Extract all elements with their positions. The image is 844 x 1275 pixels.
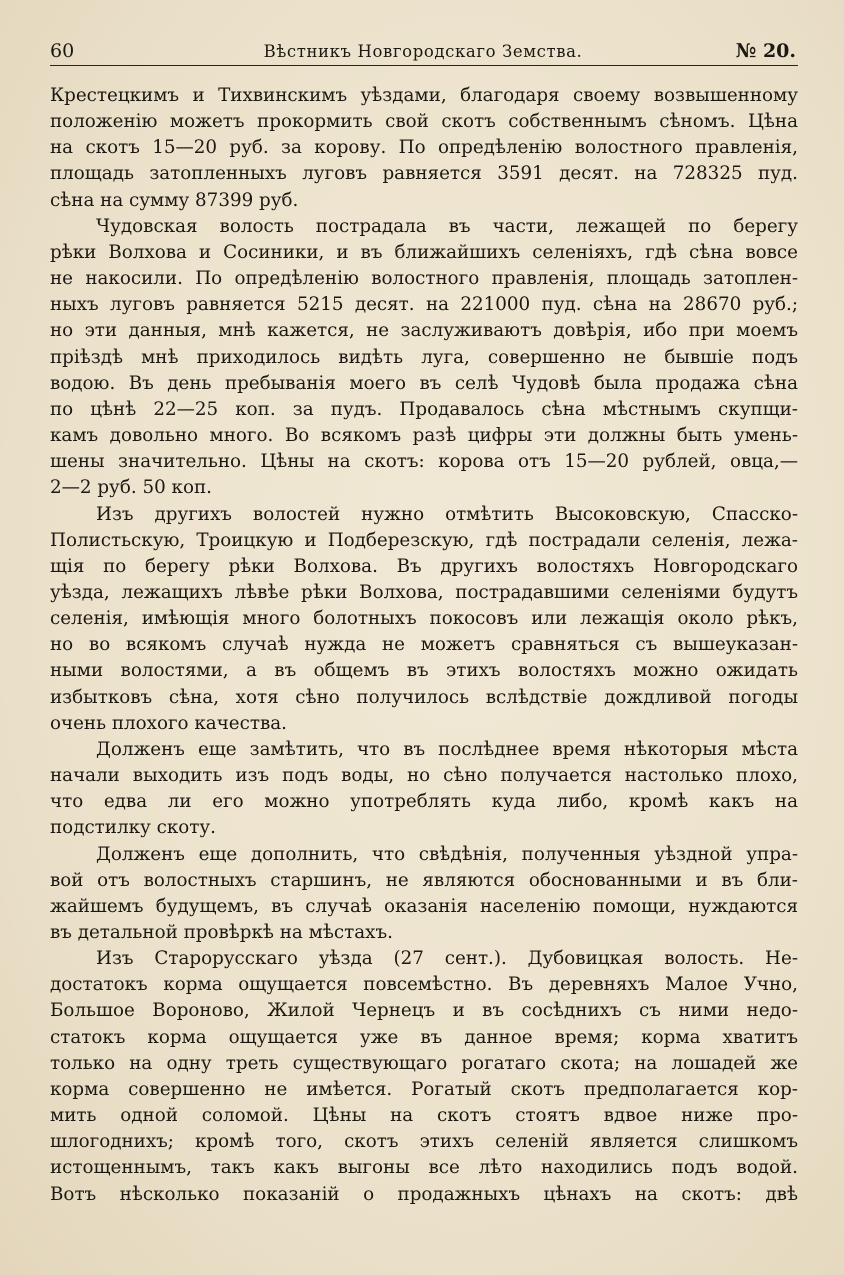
text-line: корма совершенно не имѣется. Рогатый скотъ предполагается кор- <box>50 1078 798 1100</box>
text-line: Долженъ еще замѣтить, что въ послѣднее время нѣкоторыя мѣста <box>96 738 798 760</box>
text-line: очень плохого качества. <box>50 712 287 734</box>
text-line: въ детальной провѣркѣ на мѣстахъ. <box>50 922 393 943</box>
text-line: положенію можетъ прокормить свой скотъ собственнымъ сѣномъ. Цѣна <box>50 111 798 133</box>
text-line: Долженъ еще дополнить, что свѣдѣнія, полученныя уѣздной упра- <box>96 843 798 865</box>
text-line: по цѣнѣ 22—25 коп. за пудъ. Продавалось сѣна мѣстнымъ скупщи- <box>50 398 798 420</box>
text-line: уѣзда, лежащихъ лѣвѣе рѣки Волхова, пострадавшими селеніями будутъ <box>50 581 798 603</box>
text-line: Изъ Старорусскаго уѣзда (27 сент.). Дубовицкая волость. Не- <box>96 948 798 970</box>
text-line: рѣки Волхова и Сосиники, и въ ближайшихъ селеніяхъ, гдѣ сѣна вовсе <box>50 241 798 263</box>
text-line: мить одной соломой. Цѣны на скотъ стоятъ вдвое ниже про- <box>50 1105 798 1127</box>
text-line: Большое Вороново, Жилой Чернецъ и въ сосѣднихъ съ ними недо- <box>50 1000 798 1022</box>
text-line: жайшемъ будущемъ, въ случаѣ оказанія населенію помощи, нуждаются <box>50 895 798 917</box>
text-line: Чудовская волость пострадала въ части, лежащей по берегу <box>96 215 798 237</box>
text-line: пріѣздѣ мнѣ приходилось видѣть луга, совершенно не бывшіе подъ <box>50 346 798 368</box>
page-number: 60 <box>50 40 75 62</box>
text-line: только на одну треть существующаго рогатаго скота; на лошадей же <box>50 1052 798 1074</box>
text-line: площадь затопленныхъ луговъ равняется 3591 десят. на 728325 пуд. <box>50 163 798 185</box>
text-line: статокъ корма ощущается уже въ данное время; корма хватитъ <box>50 1026 798 1048</box>
text-line: щія по берегу рѣки Волхова. Въ другихъ волостяхъ Новгородскаго <box>50 555 798 577</box>
text-line: камъ довольно много. Во всякомъ разѣ цифры эти должны быть умень- <box>50 425 798 447</box>
text-line: сѣна на сумму 87399 руб. <box>50 189 299 211</box>
article-body <box>50 83 798 1208</box>
text-line: на скотъ 15—20 руб. за корову. По опредѣленію волостного правленія, <box>50 137 798 159</box>
header-rule <box>50 65 798 66</box>
text-line: но во всякомъ случаѣ нужда не можетъ сравняться съ вышеуказан- <box>50 634 798 656</box>
text-line: истощеннымъ, такъ какъ выгоны все лѣто находились подъ водой. <box>50 1157 798 1179</box>
text-line: Крестецкимъ и Тихвинскимъ уѣздами, благодаря своему возвышенному <box>50 85 798 106</box>
text-line: селенія, имѣющія много болотныхъ покосовъ или лежащія около рѣкъ, <box>50 608 798 630</box>
text-line: что едва ли его можно употреблять куда либо, кромѣ какъ на <box>50 791 798 813</box>
text-line: начали выходить изъ подъ воды, но сѣно получается настолько плохо, <box>50 765 798 787</box>
text-line: шены значительно. Цѣны на скотъ: корова отъ 15—20 рублей, овца,— <box>50 451 798 473</box>
text-line: вой отъ волостныхъ старшинъ, не являются обоснованными и въ бли- <box>50 869 798 891</box>
text-line: ными волостями, а въ общемъ въ этихъ волостяхъ можно ожидать <box>50 660 798 682</box>
issue-number: № 20. <box>735 40 796 62</box>
text-line: водою. Въ день пребыванія моего въ селѣ Чудовѣ была продажа сѣна <box>50 372 798 394</box>
text-line: ныхъ луговъ равняется 5215 десят. на 221000 пуд. сѣна на 28670 руб.; <box>50 294 798 316</box>
text-line: шлогоднихъ; кромѣ того, скотъ этихъ селеній является слишкомъ <box>50 1131 798 1153</box>
running-title: Вѣстникъ Новгородскаго Земства. <box>263 42 583 61</box>
text-line: достатокъ корма ощущается повсемѣстно. Въ деревняхъ Малое Учно, <box>50 974 798 996</box>
page-header <box>50 38 796 66</box>
text-line: Изъ другихъ волостей нужно отмѣтить Высоковскую, Спасско- <box>96 503 798 525</box>
text-line: Вотъ нѣсколько показаній о продажныхъ цѣнахъ на скотъ: двѣ <box>50 1183 798 1205</box>
text-line: но эти данныя, мнѣ кажется, не заслуживаютъ довѣрія, ибо при моемъ <box>50 320 798 342</box>
text-line: избытковъ сѣна, хотя сѣно получилось вслѣдствіе дождливой погоды <box>50 686 798 708</box>
text-line: Полистьскую, Троицкую и Подберезскую, гдѣ пострадали селенія, лежа- <box>50 529 798 551</box>
text-line: подстилку скоту. <box>50 817 216 839</box>
text-line: 2—2 руб. 50 коп. <box>50 477 212 499</box>
text-line: не накосили. По опредѣленію волостного правленія, площадь затоплен- <box>50 268 798 290</box>
